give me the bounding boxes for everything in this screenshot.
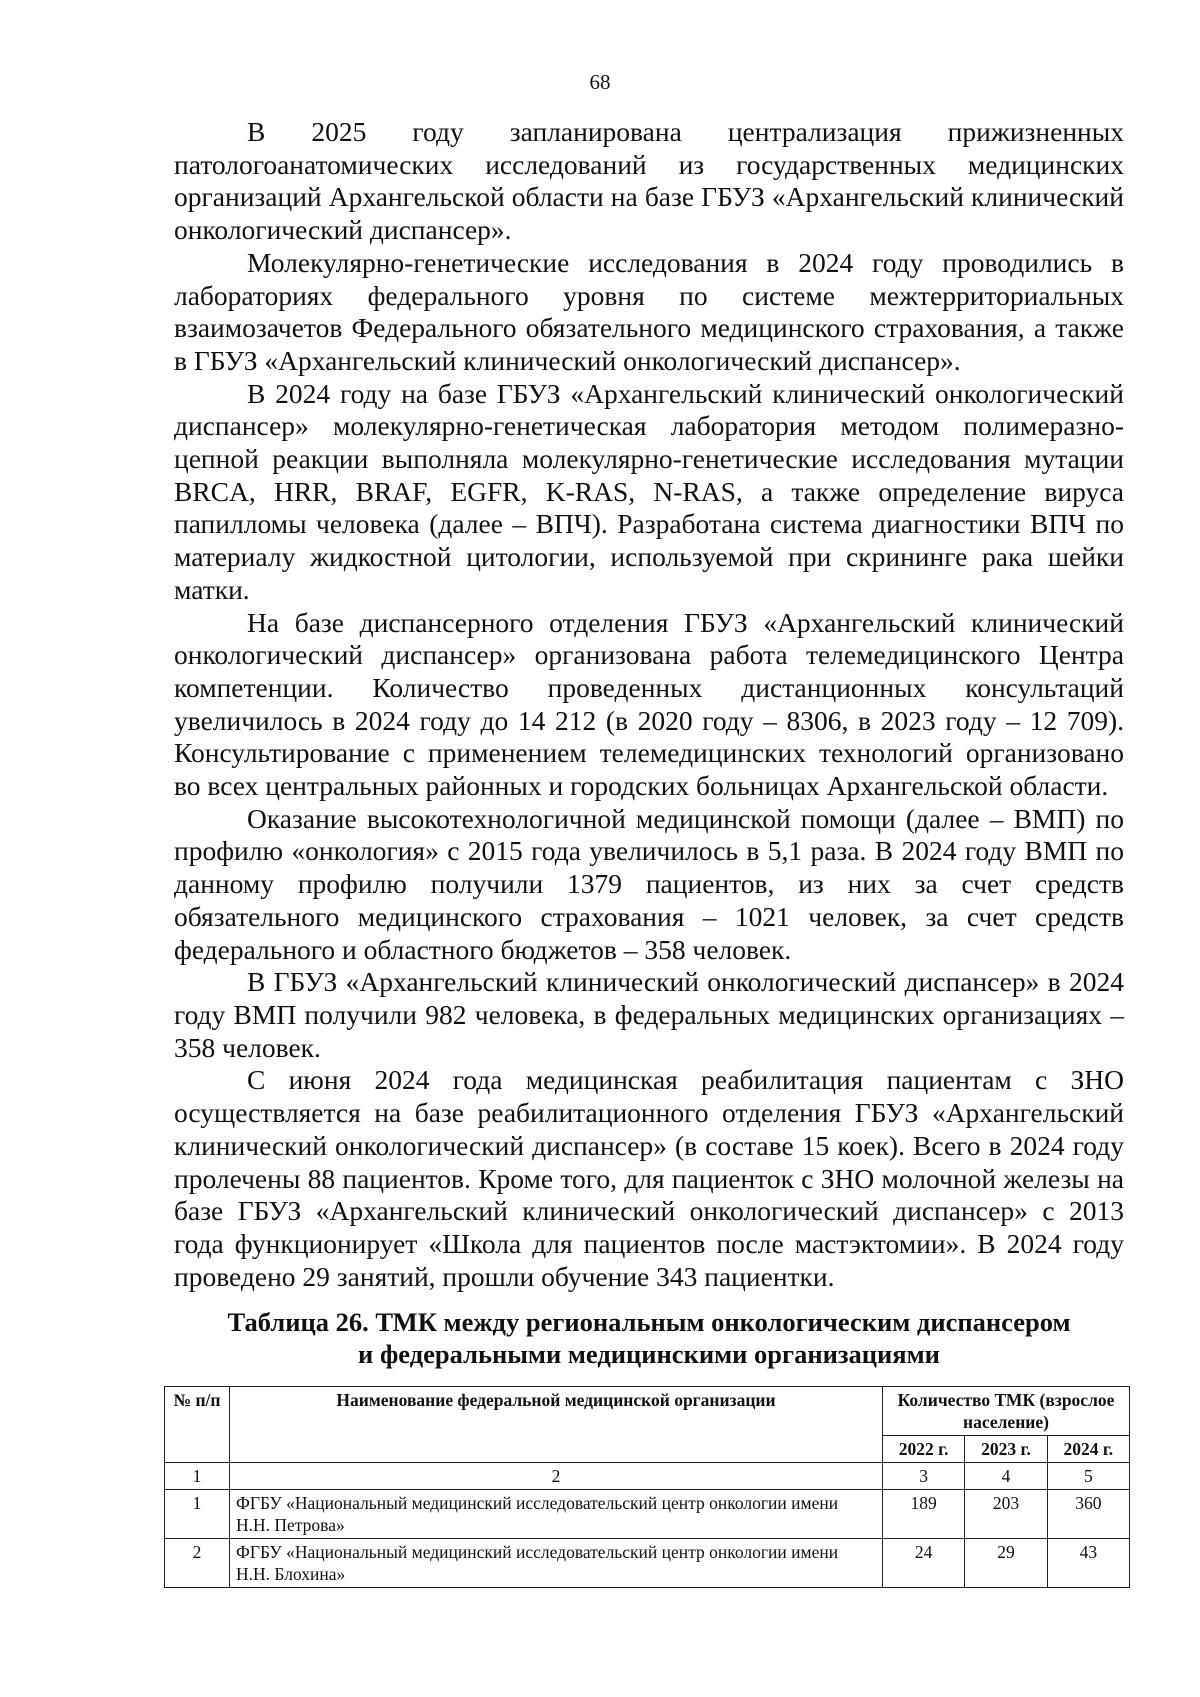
- paragraph: Молекулярно-генетические исследования в 2024 году проводились в лабораториях федерального уровня по системе межтерриториальных взаимозачетов Федерального обязательного медицинского страхования, а также в ГБУЗ «Архангельский клинический онкологический диспансер».: [174, 246, 1124, 376]
- row-num: 2: [165, 1539, 230, 1588]
- table-caption-line: Таблица 26. ТМК между региональным онкологическим диспансером: [227, 1307, 1071, 1337]
- row-2022: 24: [883, 1539, 965, 1588]
- table-header-row: [165, 1387, 1130, 1436]
- header-2022: 2022 г.: [883, 1436, 965, 1463]
- table-row: [165, 1539, 1130, 1588]
- table-row: [165, 1490, 1130, 1539]
- row-org: ФГБУ «Национальный медицинский исследовательский центр онкологии имени Н.Н. Петрова»: [230, 1490, 883, 1539]
- column-number: 2: [230, 1463, 883, 1490]
- row-num: 1: [165, 1490, 230, 1539]
- page-number: 68: [589, 70, 611, 94]
- paragraph: Оказание высокотехнологичной медицинской помощи (далее – ВМП) по профилю «онкология» с 2015 года увеличилось в 5,1 раза. В 2024 году ВМП по данному профилю получили 1379 пациентов, из них за счет средств обязательного медицинского страхования – 1021 человек, за счет средств федерального и областного бюджетов – 358 человек.: [174, 802, 1124, 965]
- paragraph: В 2024 году на базе ГБУЗ «Архангельский клинический онкологический диспансер» молекулярно-генетическая лаборатория методом полимеразно-цепной реакции выполняла молекулярно-генетические исследования мутации BRCA, HRR, BRAF, EGFR, K-RAS, N-RAS, а также определение вируса папилломы человека (далее – ВПЧ). Разработана система диагностики ВПЧ по материалу жидкостной цитологии, используемой при скрининге рака шейки матки.: [174, 377, 1124, 605]
- paragraph: В 2025 году запланирована централизация прижизненных патологоанатомических исследований из государственных медицинских организаций Архангельской области на базе ГБУЗ «Архангельский клинический онкологический диспансер».: [174, 116, 1124, 246]
- table-caption: [174, 1306, 1124, 1370]
- header-org: Наименование федеральной медицинской организации: [230, 1387, 883, 1463]
- header-count: Количество ТМК (взрослое население): [883, 1387, 1130, 1436]
- header-2023: 2023 г.: [965, 1436, 1047, 1463]
- row-2023: 29: [965, 1539, 1047, 1588]
- column-number: 1: [165, 1463, 230, 1490]
- header-2024: 2024 г.: [1047, 1436, 1129, 1463]
- row-2024: 360: [1047, 1490, 1129, 1539]
- paragraph: С июня 2024 года медицинская реабилитация пациентам с ЗНО осуществляется на базе реабилитационного отделения ГБУЗ «Архангельский клинический онкологический диспансер» (в составе 15 коек). Всего в 2024 году пролечены 88 пациентов. Кроме того, для пациенток с ЗНО молочной железы на базе ГБУЗ «Архангельский клинический онкологический диспансер» с 2013 года функционирует «Школа для пациентов после мастэктомии». В 2024 году проведено 29 занятий, прошли обучение 343 пациентки.: [174, 1064, 1124, 1292]
- row-org: ФГБУ «Национальный медицинский исследовательский центр онкологии имени Н.Н. Блохина»: [230, 1539, 883, 1588]
- column-number: 4: [965, 1463, 1047, 1490]
- column-number: 5: [1047, 1463, 1129, 1490]
- table-caption-line: и федеральными медицинскими организациями: [358, 1339, 940, 1369]
- column-number-row: [165, 1463, 1130, 1490]
- column-number: 3: [883, 1463, 965, 1490]
- row-2024: 43: [1047, 1539, 1129, 1588]
- row-2023: 203: [965, 1490, 1047, 1539]
- body-text: [174, 116, 1124, 1293]
- row-2022: 189: [883, 1490, 965, 1539]
- paragraph: На базе диспансерного отделения ГБУЗ «Архангельский клинический онкологический диспансер» организована работа телемедицинского Центра компетенции. Количество проведенных дистанционных консультаций увеличилось в 2024 году до 14 212 (в 2020 году – 8306, в 2023 году – 12 709). Консультирование с применением телемедицинских технологий организовано во всех центральных районных и городских больницах Архангельской области.: [174, 606, 1124, 802]
- header-num: № п/п: [165, 1387, 230, 1463]
- tmk-table: [164, 1386, 1130, 1588]
- paragraph: В ГБУЗ «Архангельский клинический онкологический диспансер» в 2024 году ВМП получили 982 человека, в федеральных медицинских организациях – 358 человек.: [174, 966, 1124, 1063]
